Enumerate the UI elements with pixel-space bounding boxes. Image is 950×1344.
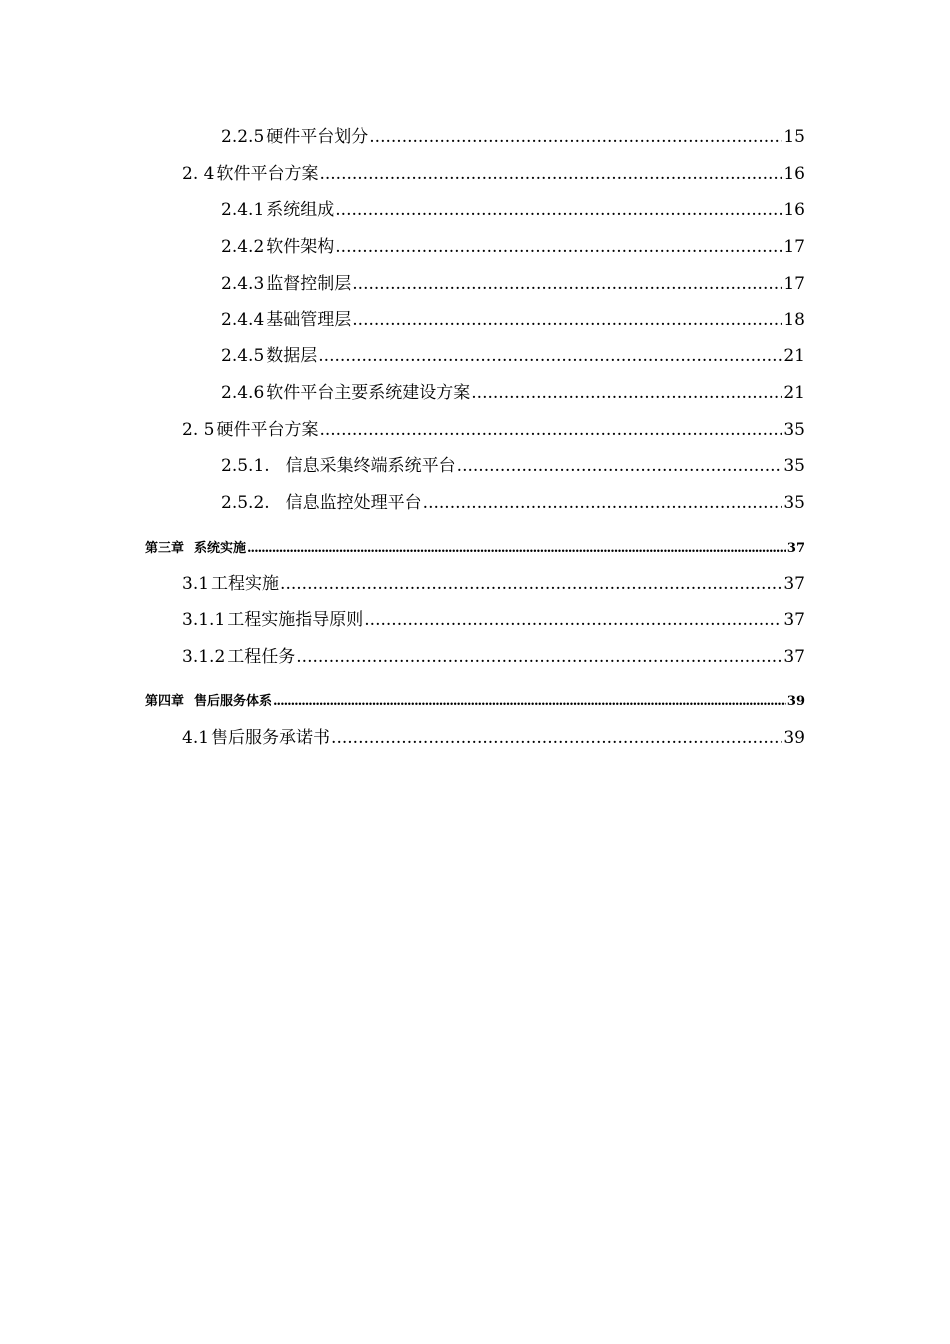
toc-entry-number: 2.4.1 — [221, 200, 265, 220]
toc-entry-number: 3.1.2 — [182, 647, 226, 667]
toc-chapter-3[interactable] — [145, 540, 805, 558]
toc-entry-number: 2.4.6 — [221, 383, 265, 403]
dot-leader — [335, 199, 782, 221]
toc-entry-page: 15 — [783, 127, 805, 147]
toc-entry-2-4-5[interactable] — [221, 345, 805, 367]
dot-leader — [319, 163, 782, 185]
toc-chapter-number: 第三章 — [145, 541, 185, 556]
toc-entry-title: 工程任务 — [227, 647, 296, 667]
dot-leader — [280, 573, 782, 595]
toc-entry-number: 2. 5 — [182, 420, 215, 440]
dot-leader — [369, 126, 782, 148]
toc-entry-page: 17 — [783, 274, 805, 294]
dot-leader — [296, 646, 782, 668]
toc-entry-title: 基础管理层 — [266, 310, 352, 330]
toc-entry-title: 数据层 — [266, 346, 318, 366]
toc-entry-2-4-3[interactable] — [221, 273, 805, 295]
toc-entry-number: 3.1.1 — [182, 610, 226, 630]
toc-entry-3-1[interactable] — [182, 573, 805, 595]
toc-entry-number: 3.1 — [182, 574, 210, 594]
toc-chapter-4[interactable] — [145, 693, 805, 711]
toc-entry-number: 2.4.3 — [221, 274, 265, 294]
toc-entry-2-2-5[interactable] — [221, 126, 805, 148]
dot-leader — [352, 309, 782, 331]
toc-entry-page: 35 — [783, 456, 805, 476]
toc-entry-page: 35 — [783, 420, 805, 440]
toc-entry-page: 21 — [783, 346, 805, 366]
dot-leader — [423, 492, 783, 514]
toc-entry-number: 2. 4 — [182, 164, 215, 184]
toc-chapter-number: 第四章 — [145, 694, 185, 709]
dot-leader — [319, 419, 782, 441]
toc-entry-page: 37 — [783, 610, 805, 630]
toc-entry-2-4[interactable] — [182, 163, 805, 185]
toc-entry-page: 17 — [783, 237, 805, 257]
toc-entry-title: 软件平台方案 — [216, 164, 319, 184]
dot-leader — [331, 727, 782, 749]
toc-entry-number: 4.1 — [182, 728, 210, 748]
toc-entry-4-1[interactable] — [182, 727, 805, 749]
dot-leader — [335, 236, 782, 258]
toc-entry-title: 软件架构 — [266, 237, 335, 257]
toc-entry-title: 硬件平台方案 — [216, 420, 319, 440]
toc-entry-page: 35 — [783, 493, 805, 513]
toc-entry-page: 16 — [783, 164, 805, 184]
toc-entry-2-5-1[interactable] — [221, 455, 805, 477]
toc-entry-page: 37 — [786, 541, 805, 556]
dot-leader — [364, 609, 782, 631]
toc-entry-2-4-2[interactable] — [221, 236, 805, 258]
toc-entry-number: 2.4.5 — [221, 346, 265, 366]
toc-entry-title: 售后服务承诺书 — [211, 728, 331, 748]
toc-entry-2-5[interactable] — [182, 419, 805, 441]
toc-entry-page: 18 — [783, 310, 805, 330]
toc-entry-number: 2.5.1. — [221, 456, 270, 476]
toc-entry-title: 工程实施 — [211, 574, 280, 594]
toc-entry-number: 2.4.4 — [221, 310, 265, 330]
toc-entry-page: 21 — [783, 383, 805, 403]
toc-entry-number: 2.2.5 — [221, 127, 265, 147]
toc-entry-page: 37 — [783, 574, 805, 594]
toc-entry-number: 2.5.2. — [221, 493, 270, 513]
dot-leader — [247, 540, 786, 558]
toc-entry-title: 软件平台主要系统建设方案 — [266, 383, 471, 403]
toc-chapter-title: 售后服务体系 — [194, 694, 273, 709]
toc-entry-title: 硬件平台划分 — [266, 127, 369, 147]
dot-leader — [471, 382, 782, 404]
toc-entry-title: 工程实施指导原则 — [227, 610, 364, 630]
toc-entry-page: 39 — [786, 694, 805, 709]
toc-entry-3-1-1[interactable] — [182, 609, 805, 631]
dot-leader — [318, 345, 782, 367]
toc-entry-title: 信息监控处理平台 — [285, 493, 422, 513]
toc-entry-page: 39 — [783, 728, 805, 748]
toc-chapter-title: 系统实施 — [194, 541, 247, 556]
toc-entry-page: 37 — [783, 647, 805, 667]
dot-leader — [352, 273, 782, 295]
toc-entry-title: 系统组成 — [266, 200, 335, 220]
toc-entry-2-4-1[interactable] — [221, 199, 805, 221]
toc-entry-2-4-6[interactable] — [221, 382, 805, 404]
dot-leader — [273, 693, 786, 711]
toc-entry-title: 信息采集终端系统平台 — [285, 456, 456, 476]
dot-leader — [457, 455, 783, 477]
toc-entry-number: 2.4.2 — [221, 237, 265, 257]
toc-entry-2-4-4[interactable] — [221, 309, 805, 331]
toc-entry-2-5-2[interactable] — [221, 492, 805, 514]
toc-entry-page: 16 — [783, 200, 805, 220]
toc-entry-3-1-2[interactable] — [182, 646, 805, 668]
toc-entry-title: 监督控制层 — [266, 274, 352, 294]
